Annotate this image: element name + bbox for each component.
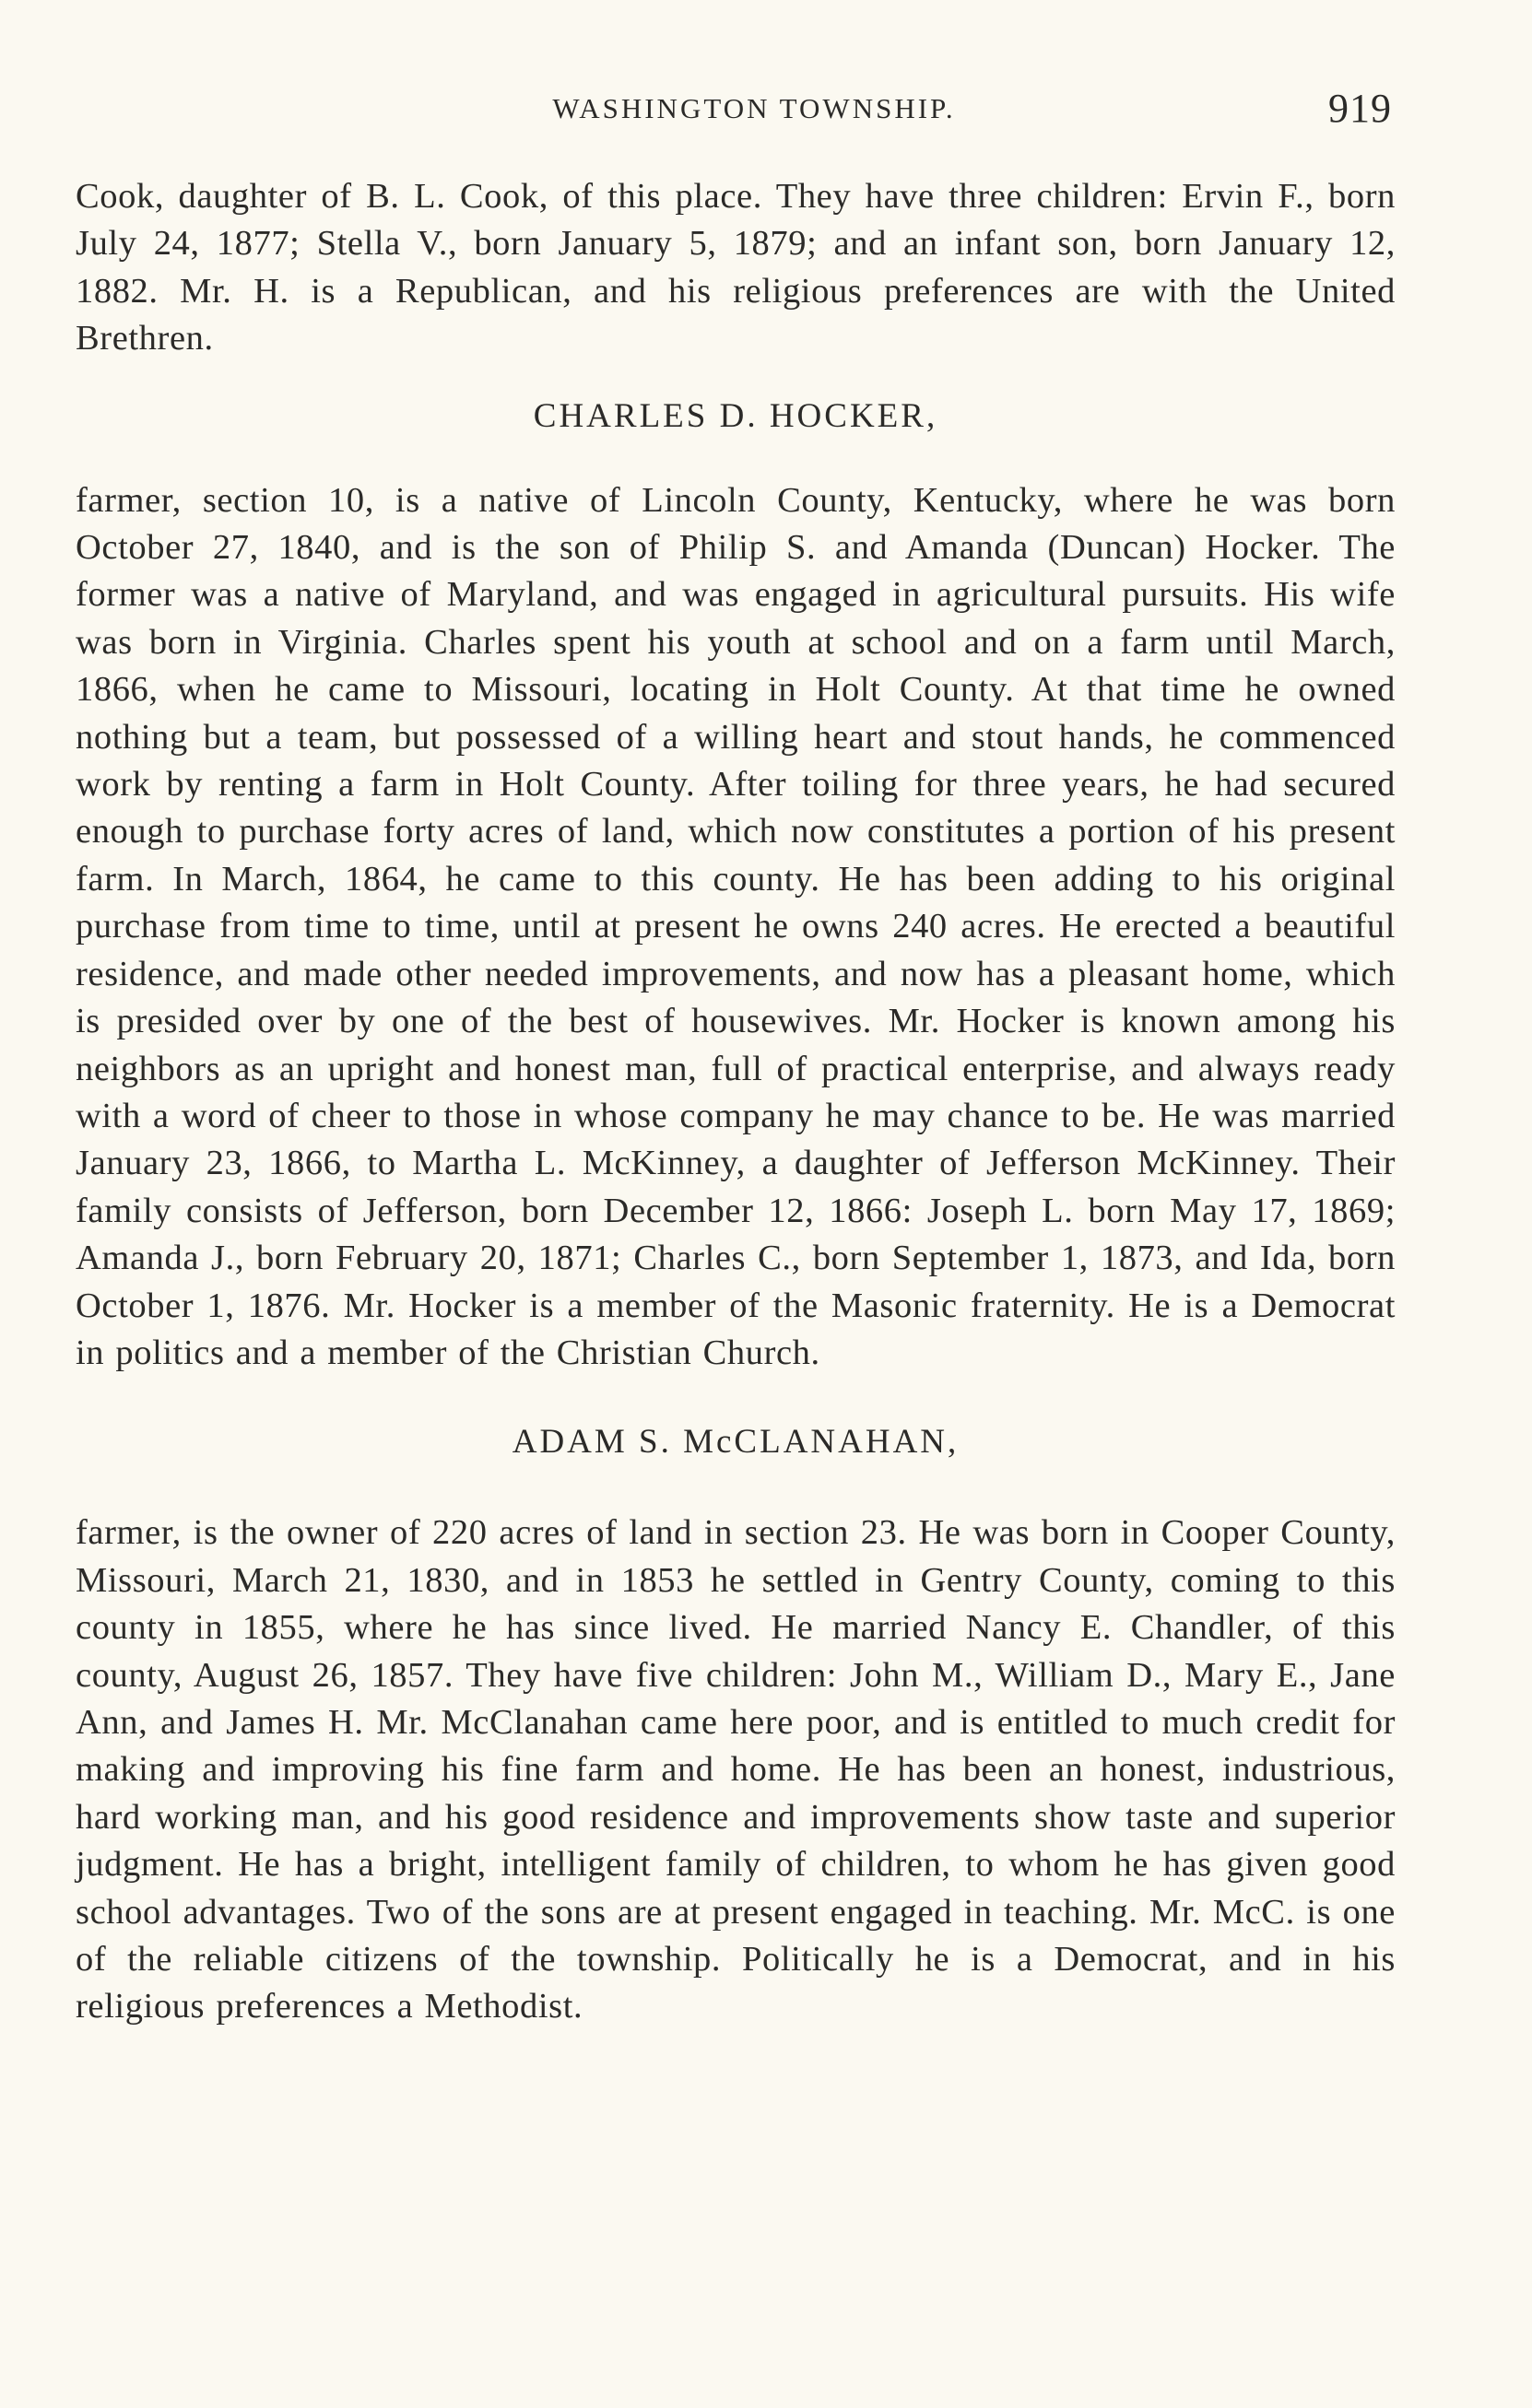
entry-heading-mcclanahan: ADAM S. McCLANAHAN, [512,1423,960,1462]
book-page [76,86,1396,2031]
running-head [76,86,1396,147]
page-number: 919 [1328,86,1392,131]
paragraph-hocker: farmer, section 10, is a native of Lincoln County, Kentucky, where he was born October 27, 1840, and is the son of Philip S. and Amanda (Duncan) Hocker. The former was a native of Maryland, and was engaged in agricultural pursuits. His wife was born in Virginia. Charles spent his youth at school and on a farm until March, 1866, when he came to Missouri, locating in Holt County. At that time he owned nothing but a team, but possessed of a willing heart and stout hands, he commenced work by renting a farm in Holt County. After toiling for three years, he had secured enough to purchase forty acres of land, which now constitutes a portion of his present farm. In March, 1864, he came to this county. He has been adding to his original purchase from time to time, until at present he owns 240 acres. He erected a beautiful residence, and made other needed improvements, and now has a pleasant home, which is presided over by one of the best of housewives. Mr. Hocker is known among his neighbors as an upright and honest man, full of practical enterprise, and always ready with a word of cheer to those in whose company he may chance to be. He was married January 23, 1866, to Martha L. McKinney, a daughter of Jefferson McKinney. Their family consists of Jefferson, born December 12, 1866: Joseph L. born May 17, 1869; Amanda J., born February 20, 1871; Charles C., born September 1, 1873, and Ida, born October 1, 1876. Mr. Hocker is a member of the Masonic fraternity. He is a Democrat in politics and a member of the Christian Church. [76,480,1396,1372]
entry-heading-hocker: CHARLES D. HOCKER, [533,396,938,435]
paragraph-mcclanahan: farmer, is the owner of 220 acres of land in section 23. He was born in Cooper County, Missouri, March 21, 1830, and in 1853 he settled in Gentry County, coming to this county in 1855, where he has since lived. He married Nancy E. Chandler, of this county, August 26, 1857. They have five children: John M., William D., Mary E., Jane Ann, and James H. Mr. McClanahan came here poor, and is entitled to much credit for making and improving his fine farm and home. He has been an honest, industrious, hard working man, and his good residence and improvements show taste and superior judgment. He has a bright, intelligent family of children, to whom he has given good school advantages. Two of the sons are at present engaged in teaching. Mr. McC. is one of the reliable citizens of the township. Politically he is a Democrat, and in his religious preferences a Methodist. [76,1513,1396,2026]
paragraph-continuation: Cook, daughter of B. L. Cook, of this place. They have three children: Ervin F., born July 24, 1877; Stella V., born January 5, 1879; and an infant son, born January 12, 1882. Mr. H. is a Republican, and his religious preferences are with the United Brethren. [76,177,1396,358]
running-title: WASHINGTON TOWNSHIP. [552,92,956,124]
